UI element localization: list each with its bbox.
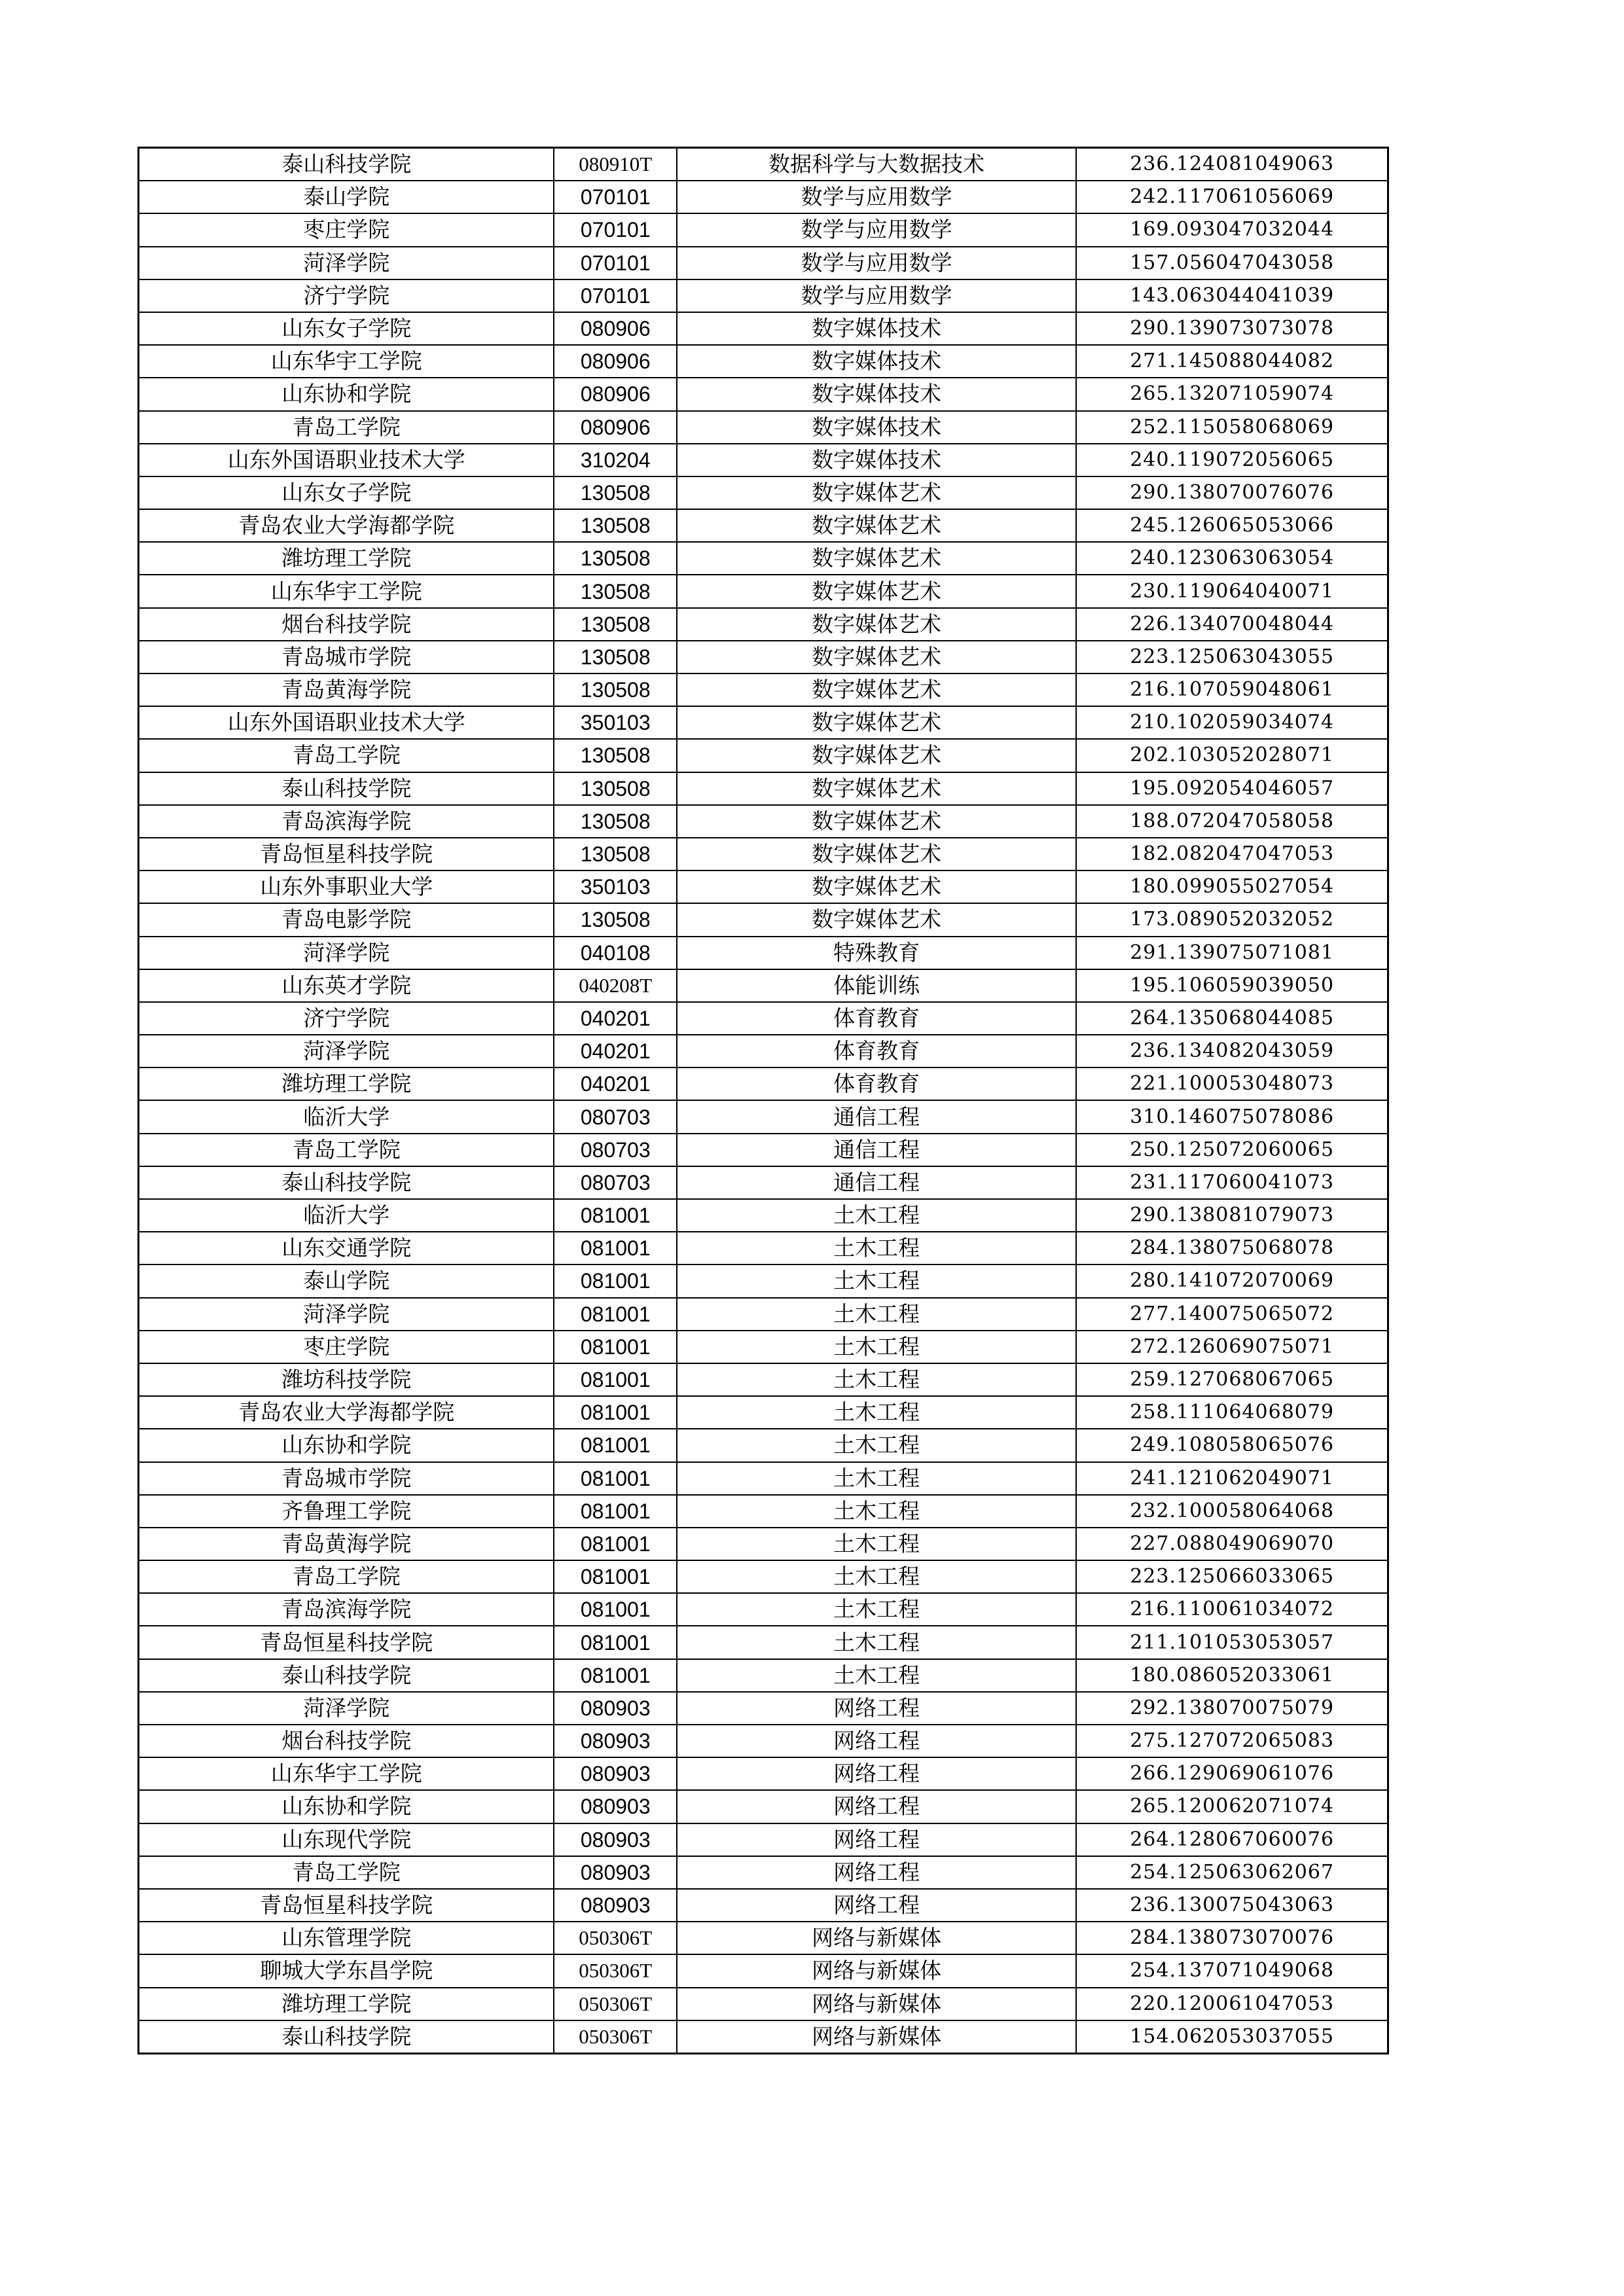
table-row <box>139 641 1388 673</box>
school-cell: 青岛工学院 <box>139 1134 554 1166</box>
table-row <box>139 345 1388 378</box>
major-name-cell: 数学与应用数学 <box>677 279 1076 312</box>
score-cell: 266.129069061076 <box>1076 1757 1388 1790</box>
major-code-cell: 081001 <box>554 1560 677 1593</box>
major-code-cell: 050306T <box>554 2020 677 2054</box>
score-cell: 290.138081079073 <box>1076 1199 1388 1232</box>
major-name-cell: 网络工程 <box>677 1757 1076 1790</box>
admission-table <box>137 147 1389 2054</box>
table-row <box>139 903 1388 936</box>
score-cell: 291.139075071081 <box>1076 937 1388 969</box>
score-cell: 250.125072060065 <box>1076 1134 1388 1166</box>
major-name-cell: 土木工程 <box>677 1626 1076 1659</box>
major-code-cell: 350103 <box>554 706 677 739</box>
school-cell: 青岛滨海学院 <box>139 805 554 838</box>
table-row <box>139 279 1388 312</box>
school-cell: 山东华宇工学院 <box>139 345 554 378</box>
table-row <box>139 1593 1388 1626</box>
major-code-cell: 081001 <box>554 1331 677 1363</box>
school-cell: 青岛城市学院 <box>139 1462 554 1495</box>
major-name-cell: 通信工程 <box>677 1100 1076 1133</box>
table-row <box>139 411 1388 444</box>
score-cell: 223.125063043055 <box>1076 641 1388 673</box>
major-name-cell: 数字媒体艺术 <box>677 542 1076 575</box>
major-code-cell: 080906 <box>554 378 677 410</box>
score-cell: 210.102059034074 <box>1076 706 1388 739</box>
table-row <box>139 1363 1388 1396</box>
major-name-cell: 体育教育 <box>677 1002 1076 1035</box>
major-code-cell: 130508 <box>554 542 677 575</box>
table-row <box>139 476 1388 509</box>
major-name-cell: 网络与新媒体 <box>677 2020 1076 2054</box>
major-code-cell: 081001 <box>554 1199 677 1232</box>
score-cell: 195.106059039050 <box>1076 969 1388 1002</box>
table-row <box>139 1856 1388 1889</box>
score-cell: 226.134070048044 <box>1076 608 1388 641</box>
major-code-cell: 040201 <box>554 1035 677 1067</box>
major-code-cell: 040108 <box>554 937 677 969</box>
major-name-cell: 土木工程 <box>677 1331 1076 1363</box>
major-code-cell: 070101 <box>554 181 677 213</box>
school-cell: 青岛黄海学院 <box>139 1528 554 1560</box>
major-code-cell: 070101 <box>554 279 677 312</box>
major-code-cell: 080906 <box>554 312 677 345</box>
major-name-cell: 数字媒体艺术 <box>677 805 1076 838</box>
score-cell: 241.121062049071 <box>1076 1462 1388 1495</box>
school-cell: 山东现代学院 <box>139 1823 554 1856</box>
school-cell: 枣庄学院 <box>139 1331 554 1363</box>
score-cell: 173.089052032052 <box>1076 903 1388 936</box>
score-cell: 258.111064068079 <box>1076 1396 1388 1429</box>
table-row <box>139 739 1388 772</box>
major-code-cell: 350103 <box>554 870 677 903</box>
table-row <box>139 1528 1388 1560</box>
major-name-cell: 网络工程 <box>677 1889 1076 1922</box>
major-code-cell: 130508 <box>554 641 677 673</box>
major-name-cell: 数字媒体技术 <box>677 411 1076 444</box>
major-name-cell: 数学与应用数学 <box>677 181 1076 213</box>
major-code-cell: 080906 <box>554 345 677 378</box>
table-row <box>139 509 1388 542</box>
major-code-cell: 130508 <box>554 739 677 772</box>
major-code-cell: 080903 <box>554 1856 677 1889</box>
major-name-cell: 网络与新媒体 <box>677 1922 1076 1954</box>
table-row <box>139 1166 1388 1199</box>
major-name-cell: 体育教育 <box>677 1035 1076 1067</box>
major-code-cell: 081001 <box>554 1429 677 1462</box>
major-name-cell: 数字媒体艺术 <box>677 870 1076 903</box>
school-cell: 山东外事职业大学 <box>139 870 554 903</box>
score-cell: 182.082047047053 <box>1076 838 1388 870</box>
major-code-cell: 040201 <box>554 1002 677 1035</box>
major-code-cell: 081001 <box>554 1626 677 1659</box>
major-code-cell: 080903 <box>554 1790 677 1823</box>
school-cell: 青岛工学院 <box>139 1560 554 1593</box>
school-cell: 泰山科技学院 <box>139 148 554 181</box>
major-code-cell: 130508 <box>554 903 677 936</box>
score-cell: 216.107059048061 <box>1076 673 1388 706</box>
major-name-cell: 网络工程 <box>677 1856 1076 1889</box>
school-cell: 山东外国语职业技术大学 <box>139 706 554 739</box>
major-code-cell: 050306T <box>554 1954 677 1987</box>
school-cell: 山东女子学院 <box>139 312 554 345</box>
school-cell: 青岛电影学院 <box>139 903 554 936</box>
major-name-cell: 土木工程 <box>677 1396 1076 1429</box>
major-code-cell: 080703 <box>554 1100 677 1133</box>
school-cell: 青岛滨海学院 <box>139 1593 554 1626</box>
table-row <box>139 1495 1388 1528</box>
score-cell: 195.092054046057 <box>1076 772 1388 805</box>
score-cell: 211.101053053057 <box>1076 1626 1388 1659</box>
major-code-cell: 081001 <box>554 1495 677 1528</box>
school-cell: 山东交通学院 <box>139 1232 554 1265</box>
major-code-cell: 050306T <box>554 1988 677 2020</box>
school-cell: 山东华宇工学院 <box>139 1757 554 1790</box>
score-cell: 188.072047058058 <box>1076 805 1388 838</box>
table-row <box>139 706 1388 739</box>
major-code-cell: 130508 <box>554 673 677 706</box>
major-code-cell: 130508 <box>554 476 677 509</box>
table-row <box>139 542 1388 575</box>
score-cell: 231.117060041073 <box>1076 1166 1388 1199</box>
score-cell: 180.086052033061 <box>1076 1659 1388 1692</box>
major-name-cell: 土木工程 <box>677 1560 1076 1593</box>
major-name-cell: 通信工程 <box>677 1134 1076 1166</box>
table-row <box>139 1232 1388 1265</box>
major-code-cell: 080903 <box>554 1757 677 1790</box>
major-name-cell: 数字媒体艺术 <box>677 476 1076 509</box>
major-code-cell: 081001 <box>554 1528 677 1560</box>
table-row <box>139 1790 1388 1823</box>
major-name-cell: 数字媒体技术 <box>677 444 1076 476</box>
school-cell: 青岛黄海学院 <box>139 673 554 706</box>
major-name-cell: 通信工程 <box>677 1166 1076 1199</box>
major-name-cell: 网络工程 <box>677 1823 1076 1856</box>
score-cell: 290.138070076076 <box>1076 476 1388 509</box>
major-name-cell: 数字媒体艺术 <box>677 608 1076 641</box>
major-name-cell: 土木工程 <box>677 1199 1076 1232</box>
table-row <box>139 1199 1388 1232</box>
major-code-cell: 310204 <box>554 444 677 476</box>
score-cell: 271.145088044082 <box>1076 345 1388 378</box>
table-row <box>139 1331 1388 1363</box>
major-code-cell: 080703 <box>554 1134 677 1166</box>
major-code-cell: 130508 <box>554 575 677 607</box>
major-code-cell: 081001 <box>554 1396 677 1429</box>
school-cell: 青岛恒星科技学院 <box>139 1889 554 1922</box>
school-cell: 潍坊科技学院 <box>139 1363 554 1396</box>
score-cell: 264.128067060076 <box>1076 1823 1388 1856</box>
major-code-cell: 050306T <box>554 1922 677 1954</box>
major-name-cell: 土木工程 <box>677 1659 1076 1692</box>
table-row <box>139 1396 1388 1429</box>
table-row <box>139 1988 1388 2020</box>
school-cell: 聊城大学东昌学院 <box>139 1954 554 1987</box>
major-code-cell: 070101 <box>554 247 677 279</box>
score-cell: 236.130075043063 <box>1076 1889 1388 1922</box>
school-cell: 山东管理学院 <box>139 1922 554 1954</box>
major-code-cell: 130508 <box>554 838 677 870</box>
score-cell: 180.099055027054 <box>1076 870 1388 903</box>
school-cell: 青岛农业大学海都学院 <box>139 509 554 542</box>
table-row <box>139 1626 1388 1659</box>
school-cell: 泰山学院 <box>139 1265 554 1297</box>
school-cell: 青岛恒星科技学院 <box>139 838 554 870</box>
table-row <box>139 1067 1388 1100</box>
major-code-cell: 130508 <box>554 772 677 805</box>
school-cell: 潍坊理工学院 <box>139 1988 554 2020</box>
major-code-cell: 081001 <box>554 1462 677 1495</box>
table-row <box>139 181 1388 213</box>
school-cell: 泰山科技学院 <box>139 1166 554 1199</box>
score-cell: 227.088049069070 <box>1076 1528 1388 1560</box>
major-code-cell: 081001 <box>554 1232 677 1265</box>
major-code-cell: 081001 <box>554 1363 677 1396</box>
table-row <box>139 312 1388 345</box>
major-name-cell: 数字媒体技术 <box>677 345 1076 378</box>
school-cell: 菏泽学院 <box>139 247 554 279</box>
major-code-cell: 080906 <box>554 411 677 444</box>
score-cell: 154.062053037055 <box>1076 2020 1388 2054</box>
table-row <box>139 213 1388 246</box>
table-row <box>139 870 1388 903</box>
major-name-cell: 数字媒体艺术 <box>677 838 1076 870</box>
school-cell: 青岛农业大学海都学院 <box>139 1396 554 1429</box>
table-row <box>139 1889 1388 1922</box>
school-cell: 济宁学院 <box>139 1002 554 1035</box>
major-code-cell: 080903 <box>554 1692 677 1725</box>
major-code-cell: 040201 <box>554 1067 677 1100</box>
score-cell: 265.132071059074 <box>1076 378 1388 410</box>
major-name-cell: 数字媒体技术 <box>677 378 1076 410</box>
major-code-cell: 130508 <box>554 805 677 838</box>
table-row <box>139 1954 1388 1987</box>
school-cell: 泰山科技学院 <box>139 772 554 805</box>
major-code-cell: 130508 <box>554 509 677 542</box>
major-name-cell: 数字媒体艺术 <box>677 673 1076 706</box>
score-cell: 277.140075065072 <box>1076 1298 1388 1331</box>
school-cell: 菏泽学院 <box>139 937 554 969</box>
score-cell: 290.139073073078 <box>1076 312 1388 345</box>
table-row <box>139 1659 1388 1692</box>
table-row <box>139 1560 1388 1593</box>
major-name-cell: 数字媒体艺术 <box>677 706 1076 739</box>
major-name-cell: 数字媒体艺术 <box>677 772 1076 805</box>
major-name-cell: 数字媒体艺术 <box>677 903 1076 936</box>
major-code-cell: 130508 <box>554 608 677 641</box>
school-cell: 山东协和学院 <box>139 378 554 410</box>
major-code-cell: 080703 <box>554 1166 677 1199</box>
table-row <box>139 1134 1388 1166</box>
major-code-cell: 080903 <box>554 1823 677 1856</box>
major-code-cell: 081001 <box>554 1659 677 1692</box>
school-cell: 山东协和学院 <box>139 1790 554 1823</box>
school-cell: 山东协和学院 <box>139 1429 554 1462</box>
school-cell: 菏泽学院 <box>139 1035 554 1067</box>
major-name-cell: 网络与新媒体 <box>677 1988 1076 2020</box>
table-row <box>139 1035 1388 1067</box>
table-row <box>139 1265 1388 1297</box>
score-cell: 254.137071049068 <box>1076 1954 1388 1987</box>
score-cell: 272.126069075071 <box>1076 1331 1388 1363</box>
school-cell: 山东英才学院 <box>139 969 554 1002</box>
table-row <box>139 378 1388 410</box>
table-row <box>139 1002 1388 1035</box>
school-cell: 济宁学院 <box>139 279 554 312</box>
major-code-cell: 081001 <box>554 1298 677 1331</box>
school-cell: 青岛工学院 <box>139 411 554 444</box>
major-name-cell: 土木工程 <box>677 1495 1076 1528</box>
major-name-cell: 土木工程 <box>677 1363 1076 1396</box>
school-cell: 枣庄学院 <box>139 213 554 246</box>
school-cell: 临沂大学 <box>139 1100 554 1133</box>
school-cell: 山东华宇工学院 <box>139 575 554 607</box>
major-code-cell: 080910T <box>554 148 677 181</box>
score-cell: 265.120062071074 <box>1076 1790 1388 1823</box>
major-name-cell: 数学与应用数学 <box>677 213 1076 246</box>
major-name-cell: 网络与新媒体 <box>677 1954 1076 1987</box>
score-cell: 169.093047032044 <box>1076 213 1388 246</box>
school-cell: 泰山科技学院 <box>139 2020 554 2054</box>
score-cell: 223.125066033065 <box>1076 1560 1388 1593</box>
score-cell: 252.115058068069 <box>1076 411 1388 444</box>
table-row <box>139 969 1388 1002</box>
major-name-cell: 土木工程 <box>677 1429 1076 1462</box>
table-row <box>139 1692 1388 1725</box>
school-cell: 青岛城市学院 <box>139 641 554 673</box>
score-cell: 221.100053048073 <box>1076 1067 1388 1100</box>
major-name-cell: 数字媒体艺术 <box>677 575 1076 607</box>
table-row <box>139 1429 1388 1462</box>
score-cell: 242.117061056069 <box>1076 181 1388 213</box>
score-cell: 236.134082043059 <box>1076 1035 1388 1067</box>
table-row <box>139 937 1388 969</box>
score-cell: 284.138075068078 <box>1076 1232 1388 1265</box>
score-cell: 240.123063063054 <box>1076 542 1388 575</box>
table-row <box>139 1823 1388 1856</box>
major-name-cell: 数字媒体技术 <box>677 312 1076 345</box>
school-cell: 潍坊理工学院 <box>139 1067 554 1100</box>
table-body <box>139 148 1388 2054</box>
table-row <box>139 673 1388 706</box>
score-cell: 254.125063062067 <box>1076 1856 1388 1889</box>
major-name-cell: 数字媒体艺术 <box>677 641 1076 673</box>
table-row <box>139 1922 1388 1954</box>
major-name-cell: 土木工程 <box>677 1528 1076 1560</box>
school-cell: 山东外国语职业技术大学 <box>139 444 554 476</box>
major-name-cell: 数学与应用数学 <box>677 247 1076 279</box>
table-row <box>139 1757 1388 1790</box>
score-cell: 280.141072070069 <box>1076 1265 1388 1297</box>
score-cell: 216.110061034072 <box>1076 1593 1388 1626</box>
major-name-cell: 特殊教育 <box>677 937 1076 969</box>
major-code-cell: 040208T <box>554 969 677 1002</box>
major-code-cell: 070101 <box>554 213 677 246</box>
score-cell: 275.127072065083 <box>1076 1725 1388 1757</box>
table-row <box>139 1462 1388 1495</box>
major-name-cell: 网络工程 <box>677 1790 1076 1823</box>
school-cell: 青岛工学院 <box>139 1856 554 1889</box>
table-row <box>139 148 1388 181</box>
school-cell: 菏泽学院 <box>139 1298 554 1331</box>
major-name-cell: 数字媒体艺术 <box>677 509 1076 542</box>
major-name-cell: 土木工程 <box>677 1593 1076 1626</box>
table-row <box>139 772 1388 805</box>
major-name-cell: 土木工程 <box>677 1462 1076 1495</box>
major-code-cell: 081001 <box>554 1265 677 1297</box>
data-sheet <box>137 147 1389 2054</box>
major-code-cell: 080903 <box>554 1725 677 1757</box>
school-cell: 菏泽学院 <box>139 1692 554 1725</box>
school-cell: 烟台科技学院 <box>139 608 554 641</box>
table-row <box>139 575 1388 607</box>
school-cell: 泰山学院 <box>139 181 554 213</box>
table-row <box>139 247 1388 279</box>
table-row <box>139 805 1388 838</box>
score-cell: 143.063044041039 <box>1076 279 1388 312</box>
major-name-cell: 网络工程 <box>677 1692 1076 1725</box>
table-row <box>139 2020 1388 2054</box>
score-cell: 264.135068044085 <box>1076 1002 1388 1035</box>
score-cell: 292.138070075079 <box>1076 1692 1388 1725</box>
school-cell: 青岛恒星科技学院 <box>139 1626 554 1659</box>
major-name-cell: 土木工程 <box>677 1265 1076 1297</box>
table-row <box>139 1725 1388 1757</box>
score-cell: 232.100058064068 <box>1076 1495 1388 1528</box>
score-cell: 249.108058065076 <box>1076 1429 1388 1462</box>
major-name-cell: 体育教育 <box>677 1067 1076 1100</box>
school-cell: 临沂大学 <box>139 1199 554 1232</box>
major-name-cell: 数字媒体艺术 <box>677 739 1076 772</box>
school-cell: 齐鲁理工学院 <box>139 1495 554 1528</box>
major-name-cell: 体能训练 <box>677 969 1076 1002</box>
score-cell: 230.119064040071 <box>1076 575 1388 607</box>
table-row <box>139 1100 1388 1133</box>
score-cell: 310.146075078086 <box>1076 1100 1388 1133</box>
score-cell: 157.056047043058 <box>1076 247 1388 279</box>
score-cell: 245.126065053066 <box>1076 509 1388 542</box>
table-row <box>139 1298 1388 1331</box>
score-cell: 284.138073070076 <box>1076 1922 1388 1954</box>
school-cell: 烟台科技学院 <box>139 1725 554 1757</box>
table-row <box>139 608 1388 641</box>
table-row <box>139 444 1388 476</box>
score-cell: 236.124081049063 <box>1076 148 1388 181</box>
school-cell: 青岛工学院 <box>139 739 554 772</box>
score-cell: 259.127068067065 <box>1076 1363 1388 1396</box>
major-name-cell: 数据科学与大数据技术 <box>677 148 1076 181</box>
major-code-cell: 081001 <box>554 1593 677 1626</box>
major-name-cell: 网络工程 <box>677 1725 1076 1757</box>
school-cell: 山东女子学院 <box>139 476 554 509</box>
score-cell: 202.103052028071 <box>1076 739 1388 772</box>
school-cell: 泰山科技学院 <box>139 1659 554 1692</box>
major-code-cell: 080903 <box>554 1889 677 1922</box>
major-name-cell: 土木工程 <box>677 1232 1076 1265</box>
major-name-cell: 土木工程 <box>677 1298 1076 1331</box>
score-cell: 220.120061047053 <box>1076 1988 1388 2020</box>
table-row <box>139 838 1388 870</box>
school-cell: 潍坊理工学院 <box>139 542 554 575</box>
score-cell: 240.119072056065 <box>1076 444 1388 476</box>
